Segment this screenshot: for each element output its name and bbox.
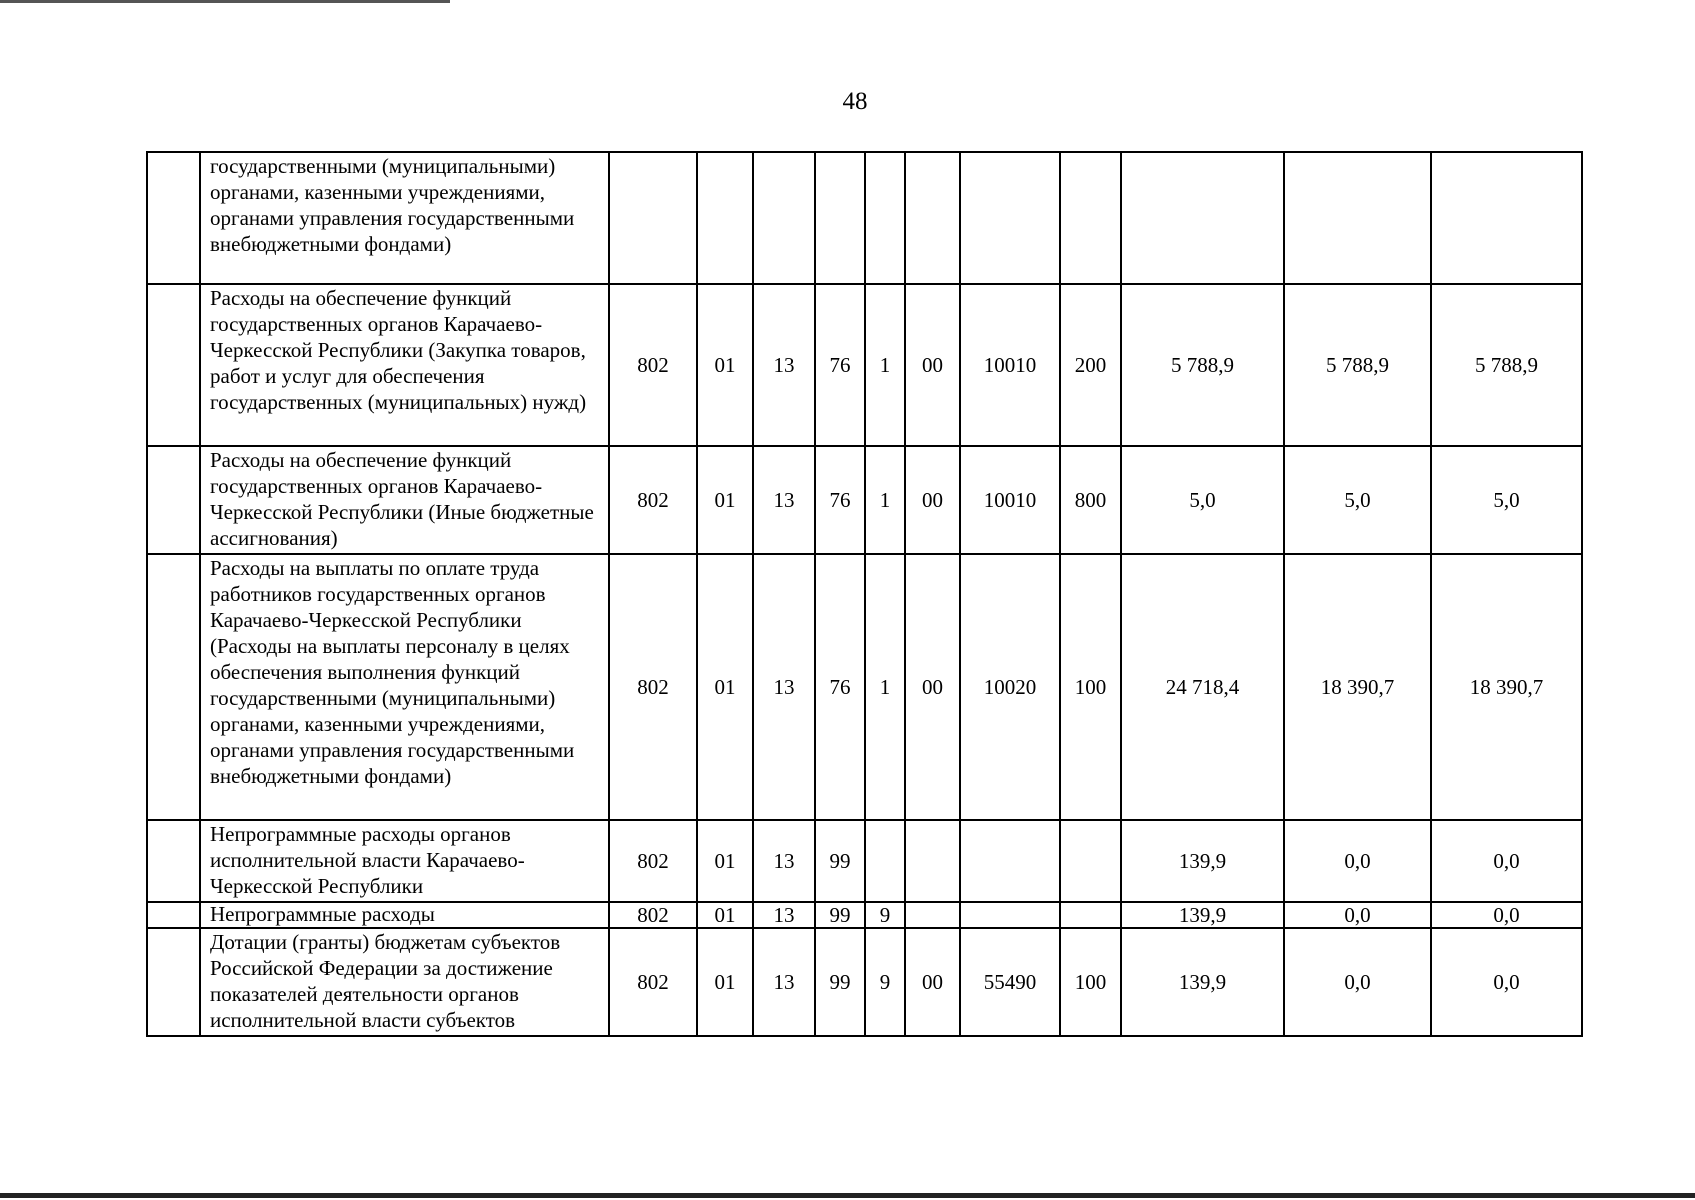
target-code-part-3: 00 — [905, 284, 960, 446]
amount-year-3: 0,0 — [1431, 928, 1582, 1036]
grbs-cell: 802 — [609, 902, 697, 928]
target-code-part-3 — [905, 820, 960, 902]
amount-year-3: 5,0 — [1431, 446, 1582, 554]
target-code-part-3: 00 — [905, 928, 960, 1036]
grbs-cell: 802 — [609, 446, 697, 554]
section-cell: 01 — [697, 902, 753, 928]
grbs-cell: 802 — [609, 284, 697, 446]
target-code-part-2: 9 — [865, 928, 905, 1036]
subsection-cell — [753, 152, 815, 284]
target-code-part-1: 76 — [815, 554, 865, 820]
row-number-cell — [147, 554, 200, 820]
amount-year-2: 0,0 — [1284, 820, 1431, 902]
amount-year-2: 18 390,7 — [1284, 554, 1431, 820]
expense-type-cell — [1060, 152, 1121, 284]
amount-year-3: 5 788,9 — [1431, 284, 1582, 446]
description-cell: Расходы на обеспечение функций государственных органов Карачаево-Черкесской Республики (Иные бюджетные ассигнования) — [200, 446, 609, 554]
subsection-cell: 13 — [753, 554, 815, 820]
subsection-cell: 13 — [753, 820, 815, 902]
target-code-part-2 — [865, 820, 905, 902]
row-number-cell — [147, 284, 200, 446]
description-cell: Расходы на обеспечение функций государственных органов Карачаево-Черкесской Республики (Закупка товаров, работ и услуг для обеспечения государственных (муниципальных) нужд) — [200, 284, 609, 446]
target-code-part-4: 10010 — [960, 446, 1060, 554]
expense-type-cell: 200 — [1060, 284, 1121, 446]
target-code-part-4 — [960, 820, 1060, 902]
amount-year-2: 5,0 — [1284, 446, 1431, 554]
amount-year-1 — [1121, 152, 1284, 284]
description-cell: Дотации (гранты) бюджетам субъектов Российской Федерации за достижение показателей деятельности органов исполнительной власти субъектов — [200, 928, 609, 1036]
subsection-cell: 13 — [753, 284, 815, 446]
table-row — [147, 902, 1582, 928]
amount-year-2 — [1284, 152, 1431, 284]
amount-year-1: 139,9 — [1121, 902, 1284, 928]
section-cell: 01 — [697, 284, 753, 446]
section-cell: 01 — [697, 554, 753, 820]
description-cell: Непрограммные расходы — [200, 902, 609, 928]
amount-year-2: 5 788,9 — [1284, 284, 1431, 446]
target-code-part-2: 1 — [865, 284, 905, 446]
amount-year-1: 5 788,9 — [1121, 284, 1284, 446]
scan-edge-bottom — [0, 1193, 1695, 1198]
row-number-cell — [147, 820, 200, 902]
amount-year-3: 0,0 — [1431, 902, 1582, 928]
expense-type-cell — [1060, 820, 1121, 902]
target-code-part-1: 99 — [815, 928, 865, 1036]
row-number-cell — [147, 902, 200, 928]
row-number-cell — [147, 446, 200, 554]
description-cell: государственными (муниципальными) органами, казенными учреждениями, органами управления государственными внебюджетными фондами) — [200, 152, 609, 284]
amount-year-1: 139,9 — [1121, 820, 1284, 902]
grbs-cell: 802 — [609, 928, 697, 1036]
grbs-cell — [609, 152, 697, 284]
table-row — [147, 152, 1582, 284]
target-code-part-1: 76 — [815, 284, 865, 446]
target-code-part-1 — [815, 152, 865, 284]
expense-type-cell: 100 — [1060, 554, 1121, 820]
target-code-part-2: 9 — [865, 902, 905, 928]
expense-type-cell — [1060, 902, 1121, 928]
amount-year-1: 139,9 — [1121, 928, 1284, 1036]
target-code-part-1: 99 — [815, 902, 865, 928]
section-cell: 01 — [697, 446, 753, 554]
subsection-cell: 13 — [753, 902, 815, 928]
section-cell — [697, 152, 753, 284]
grbs-cell: 802 — [609, 554, 697, 820]
target-code-part-4 — [960, 902, 1060, 928]
table-row — [147, 446, 1582, 554]
target-code-part-2: 1 — [865, 554, 905, 820]
target-code-part-1: 76 — [815, 446, 865, 554]
budget-table — [146, 151, 1583, 1037]
expense-type-cell: 800 — [1060, 446, 1121, 554]
scan-edge-top — [0, 0, 450, 3]
table-row — [147, 820, 1582, 902]
section-cell: 01 — [697, 820, 753, 902]
target-code-part-2 — [865, 152, 905, 284]
target-code-part-3: 00 — [905, 446, 960, 554]
target-code-part-3 — [905, 902, 960, 928]
target-code-part-4 — [960, 152, 1060, 284]
amount-year-2: 0,0 — [1284, 902, 1431, 928]
table-row — [147, 554, 1582, 820]
expense-type-cell: 100 — [1060, 928, 1121, 1036]
table-row — [147, 284, 1582, 446]
target-code-part-3 — [905, 152, 960, 284]
amount-year-3 — [1431, 152, 1582, 284]
subsection-cell: 13 — [753, 446, 815, 554]
row-number-cell — [147, 928, 200, 1036]
target-code-part-4: 55490 — [960, 928, 1060, 1036]
grbs-cell: 802 — [609, 820, 697, 902]
amount-year-2: 0,0 — [1284, 928, 1431, 1036]
row-number-cell — [147, 152, 200, 284]
table-row — [147, 928, 1582, 1036]
amount-year-1: 24 718,4 — [1121, 554, 1284, 820]
page-number: 48 — [842, 88, 868, 115]
target-code-part-3: 00 — [905, 554, 960, 820]
description-cell: Непрограммные расходы органов исполнительной власти Карачаево-Черкесской Республики — [200, 820, 609, 902]
target-code-part-2: 1 — [865, 446, 905, 554]
amount-year-1: 5,0 — [1121, 446, 1284, 554]
target-code-part-1: 99 — [815, 820, 865, 902]
target-code-part-4: 10010 — [960, 284, 1060, 446]
amount-year-3: 18 390,7 — [1431, 554, 1582, 820]
description-cell: Расходы на выплаты по оплате труда работников государственных органов Карачаево-Черкесской Республики (Расходы на выплаты персоналу в целях обеспечения выполнения функций государственными (муниципальными) органами, казенными учреждениями, органами управления государственными внебюджетными фондами) — [200, 554, 609, 820]
section-cell: 01 — [697, 928, 753, 1036]
amount-year-3: 0,0 — [1431, 820, 1582, 902]
subsection-cell: 13 — [753, 928, 815, 1036]
target-code-part-4: 10020 — [960, 554, 1060, 820]
